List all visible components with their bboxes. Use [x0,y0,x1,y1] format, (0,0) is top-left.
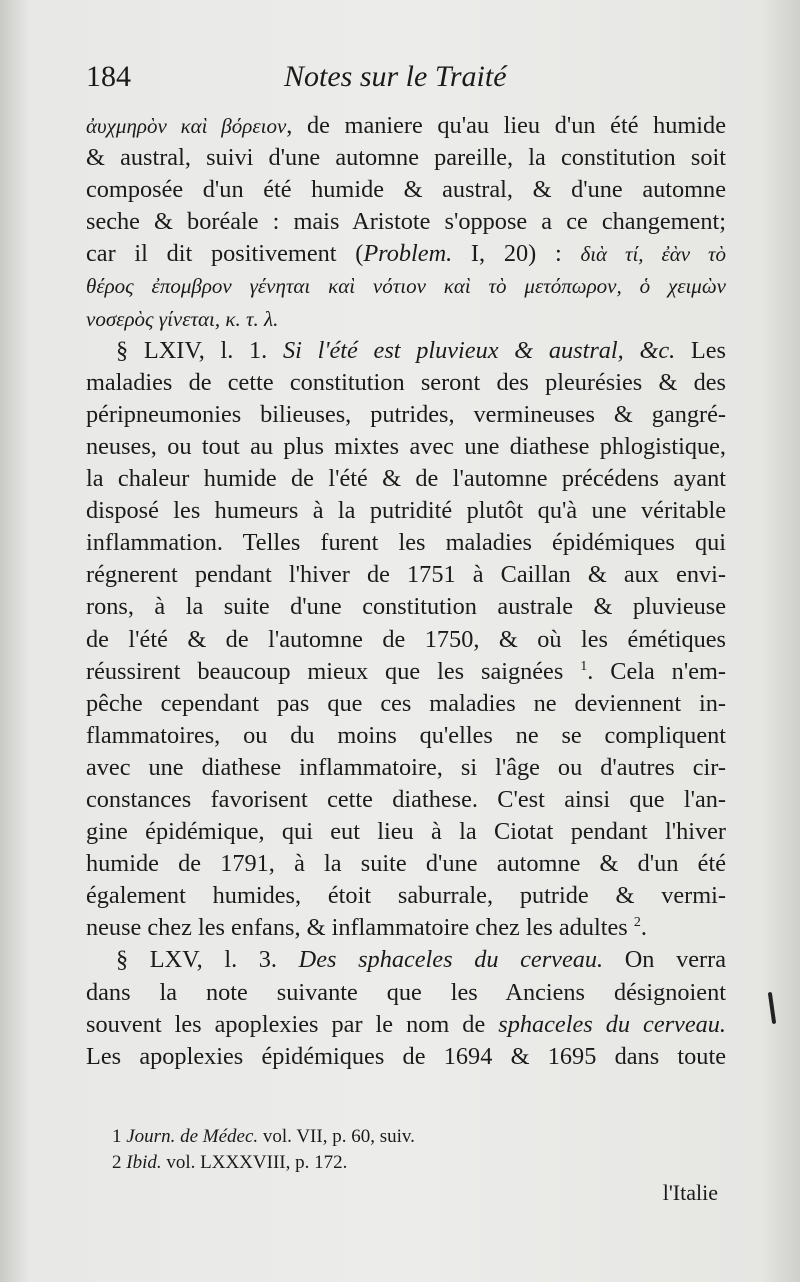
text-line-segment: humide de 1791, à la suite d'une automne & d'un été [86,850,726,878]
text-line-segment: Problem. [363,240,453,268]
ink-mark [768,992,776,1024]
text-line-segment: gine épidémique, qui eut lieu à la Ciotat pendant l'hiver [86,818,726,846]
text-line-segment: neuses, ou tout au plus mixtes avec une diathese phlogistique, [86,432,726,460]
text-line [86,944,726,976]
text-line-segment: , de maniere qu'au lieu d'un été humide [286,112,726,139]
text-line [86,367,726,399]
text-line [86,495,726,527]
text-line-segment: régnerent pendant l'hiver de 1751 à Caillan & aux envi- [86,561,726,589]
text-line [86,848,726,880]
text-line-segment: § LXV, l. 3. [116,946,299,974]
text-line [86,238,726,270]
text-line [86,752,726,784]
text-line-segment: car il dit positivement ( [86,240,364,268]
text-line [86,174,726,206]
text-line-segment: I, 20) : [452,240,581,268]
footnote-line [112,1150,712,1176]
footnote-line-segment: 1 [112,1126,127,1147]
text-line-segment: . Cela n'em- [587,657,726,685]
text-line-segment: neuse chez les enfans, & inflammatoire chez les adultes [86,914,634,942]
text-line [86,463,726,495]
text-line-segment: maladies de cette constitution seront des pleurésies & des [86,368,726,396]
text-line [86,303,726,335]
text-line-segment: Les [675,336,726,364]
text-line-segment: ἀυχμηρὸν καὶ βόρειον [86,114,287,138]
text-line-segment: inflammation. Telles furent les maladies épidémiques qui [86,529,726,557]
text-line-segment: souvent les apoplexies par le nom de [86,1010,499,1038]
text-line-segment: § LXIV, l. 1. [116,336,283,364]
text-line-segment: la chaleur humide de l'été & de l'automne précédens ayant [86,465,726,493]
text-line-segment: avec une diathese inflammatoire, si l'âge ou d'autres cir- [86,753,726,781]
text-line-segment: dans la note suivante que les Anciens désignoient [86,978,726,1006]
page-number: 184 [86,60,131,93]
text-line [86,624,726,656]
text-line [86,1041,726,1073]
text-line [86,656,726,688]
text-line-segment: 2 [633,915,641,931]
text-line [86,591,726,623]
text-line [86,110,726,142]
text-line-segment: également humides, étoit saburrale, putride & vermi- [86,882,726,910]
text-line-segment: composée d'un été humide & austral, & d'une automne [86,176,726,204]
footnote-line-segment: vol. VII, p. 60, suiv. [258,1126,415,1147]
text-line-segment: rons, à la suite d'une constitution australe & pluvieuse [86,593,726,621]
text-line [86,880,726,912]
text-line-segment: péripneumonies bilieuses, putrides, vermineuses & gangré- [86,400,726,428]
text-line [86,1009,726,1041]
text-line-segment: 1 [580,658,588,674]
footnote-line-segment: Journ. de Médec. [126,1126,259,1147]
text-line-segment: Des sphaceles du cerveau. [298,946,604,974]
text-line [86,335,726,367]
catchword: l'Italie [662,1180,718,1205]
text-line [86,431,726,463]
footnotes [112,1124,712,1176]
text-line [86,720,726,752]
text-line-segment: & austral, suivi d'une automne pareille, la constitution soit [86,144,726,172]
text-line-segment: disposé les humeurs à la putridité plutôt qu'à une véritable [86,497,726,525]
text-line-segment: sphaceles du cerveau. [498,1010,726,1038]
page-header [86,60,726,100]
text-line [86,912,726,944]
text-line-segment: pêche cependant pas que ces maladies ne deviennent in- [86,689,726,717]
text-line [86,399,726,431]
text-line-segment: réussirent beaucoup mieux que les saignées [86,657,581,685]
text-line [86,784,726,816]
text-line-segment: On verra [603,946,726,974]
text-line-segment: de l'été & de l'automne de 1750, & où les émétiques [86,625,726,653]
footnote-line-segment: vol. LXXXVIII, p. 172. [161,1152,348,1173]
text-line-segment: Les apoplexies épidémiques de 1694 & 1695 dans toute [86,1042,726,1070]
text-line-segment: νοσερὸς γίνεται, κ. τ. λ. [86,306,279,331]
text-line [86,559,726,591]
text-line [86,270,726,302]
running-title: Notes sur le Traité [284,60,507,93]
text-line-segment: flammatoires, ou du moins qu'elles ne se compliquent [86,721,726,749]
body-text [86,110,726,1073]
text-line-segment: seche & boréale : mais Aristote s'oppose a ce changement; [86,208,726,236]
footnote-line [112,1124,712,1150]
footnote-line-segment: Ibid. [126,1152,162,1173]
text-line-segment: Si l'été est pluvieux & austral, &c. [282,336,676,364]
text-line-segment: θέρος ἐπομβρον γένηται καὶ νότιον καὶ τὸ μετόπωρον, ὁ χειμὼν [86,274,726,299]
text-line [86,142,726,174]
footnote-line-segment: 2 [112,1152,127,1173]
text-line-segment: constances favorisent cette diathese. C'est ainsi que l'an- [86,785,726,813]
text-line [86,688,726,720]
text-line-segment: διὰ τί, ἐὰν τὸ [580,242,727,267]
text-line [86,816,726,848]
text-line [86,527,726,559]
text-line [86,977,726,1009]
text-line-segment: . [640,914,647,942]
text-line [86,206,726,238]
